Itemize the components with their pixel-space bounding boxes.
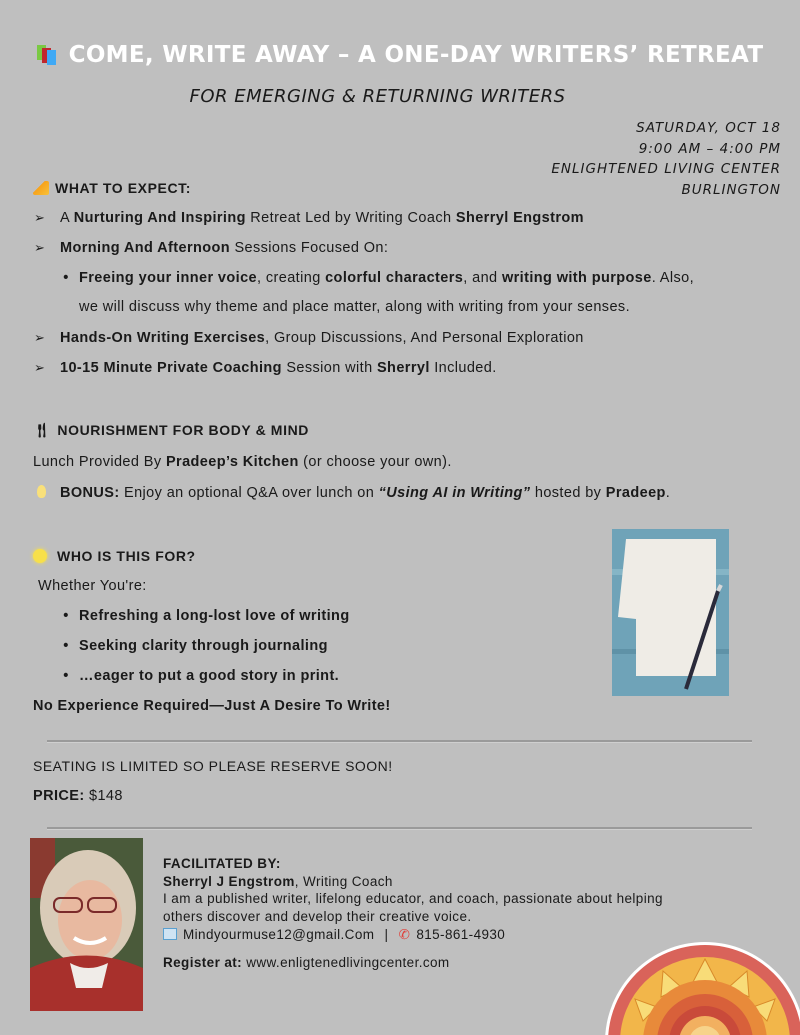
expect-heading-text: WHAT TO EXPECT: xyxy=(55,180,192,196)
event-info xyxy=(551,118,781,200)
text: hosted by xyxy=(530,485,606,501)
expect-item xyxy=(34,330,584,346)
text: , and xyxy=(463,270,502,286)
facilitator-name: Sherryl J Engstrom xyxy=(163,873,295,889)
text-bold: Sherryl Engstrom xyxy=(455,210,584,226)
price xyxy=(33,788,123,804)
text: Retreat Led by Writing Coach xyxy=(245,210,456,226)
books-icon xyxy=(37,45,57,65)
arrow-bullet-icon: ➢ xyxy=(34,360,46,375)
text: A xyxy=(60,210,74,226)
text: Enjoy an optional Q&A over lunch on xyxy=(119,485,379,501)
seating-notice: SEATING IS LIMITED SO PLEASE RESERVE SOON! xyxy=(33,758,393,774)
text-bold: Pradeep xyxy=(605,485,666,501)
text-bold: Morning And Afternoon xyxy=(60,240,231,256)
text: , creating xyxy=(257,270,326,286)
text: Included. xyxy=(429,360,497,376)
event-date: SATURDAY, OCT 18 xyxy=(636,120,781,136)
text: Session with xyxy=(281,360,377,376)
text-bold-italic: “Using AI in Writing” xyxy=(378,485,531,501)
text-bold: BONUS: xyxy=(60,485,120,501)
text: Lunch Provided By xyxy=(33,454,166,470)
page-title xyxy=(0,42,800,68)
text-bold: writing with purpose xyxy=(501,270,652,286)
register-label: Register at: xyxy=(163,954,243,970)
expect-item xyxy=(34,210,584,226)
audience-item xyxy=(53,668,339,684)
arrow-bullet-icon: ➢ xyxy=(34,210,46,225)
price-label: PRICE: xyxy=(33,788,85,804)
expect-item xyxy=(34,360,497,376)
bonus-text xyxy=(37,485,670,501)
separator: | xyxy=(384,927,389,942)
text: Sessions Focused On: xyxy=(230,240,389,256)
audience-footer: No Experience Required—Just A Desire To Write! xyxy=(33,698,391,714)
event-city: BURLINGTON xyxy=(681,181,781,198)
lightbulb-icon xyxy=(37,485,46,498)
arrow-bullet-icon: ➢ xyxy=(34,240,46,255)
text-bold: Sherryl xyxy=(376,360,430,376)
bullet-icon: • xyxy=(63,608,69,624)
price-value: $148 xyxy=(84,788,123,804)
text-bold: colorful characters xyxy=(325,270,464,286)
audience-item xyxy=(53,608,350,624)
facilitator-photo xyxy=(30,838,143,1011)
phone-number[interactable]: 815-861-4930 xyxy=(416,927,506,942)
fork-knife-icon: 🍴︎ xyxy=(33,422,52,438)
facilitator-info xyxy=(163,855,663,971)
facilitator-bio: others discover and develop their creative voice. xyxy=(163,908,472,924)
email-link[interactable]: Mindyourmuse12@gmail.Com xyxy=(183,927,375,942)
expect-item xyxy=(34,240,388,256)
sun-icon xyxy=(33,549,47,563)
text: . xyxy=(665,485,671,501)
text: (or choose your own). xyxy=(298,454,452,470)
text-bold: Seeking clarity through journaling xyxy=(79,638,328,654)
mandala-decoration xyxy=(605,937,800,1035)
text-bold: Nurturing And Inspiring xyxy=(73,210,246,226)
facilitator-label: FACILITATED BY: xyxy=(163,856,281,871)
text-bold: Freeing your inner voice xyxy=(79,270,258,286)
subtitle: FOR EMERGING & RETURNING WRITERS xyxy=(189,86,566,107)
event-venue: ENLIGHTENED LIVING CENTER xyxy=(551,161,781,177)
divider xyxy=(47,740,752,743)
text-bold: Refreshing a long-lost love of writing xyxy=(79,608,350,624)
audience-heading xyxy=(33,548,196,564)
text-bold: 10-15 Minute Private Coaching xyxy=(60,360,282,376)
expect-subitem-cont: we will discuss why theme and place matter, along with writing from your senses. xyxy=(79,299,630,315)
audience-item xyxy=(53,638,328,654)
pencil-icon xyxy=(33,181,49,195)
bullet-icon: • xyxy=(63,638,69,654)
lunch-text xyxy=(33,454,452,470)
audience-intro: Whether You're: xyxy=(38,578,147,594)
text: . Also, xyxy=(651,270,695,286)
facilitator-bio: I am a published writer, lifelong educator, and coach, passionate about helping xyxy=(163,891,663,906)
nourishment-heading xyxy=(33,422,309,439)
register-link[interactable]: www.enligtenedlivingcenter.com xyxy=(242,954,450,970)
phone-icon: ✆ xyxy=(398,927,411,942)
bullet-icon: • xyxy=(63,668,69,684)
email-icon xyxy=(163,928,177,940)
notepad-pencil-image xyxy=(612,529,729,696)
nourishment-heading-text: NOURISHMENT FOR BODY & MIND xyxy=(57,422,309,438)
divider xyxy=(47,827,752,830)
expect-subitem xyxy=(53,270,694,286)
expect-heading xyxy=(33,180,191,196)
event-time: 9:00 AM – 4:00 PM xyxy=(638,140,781,157)
title-text: COME, WRITE AWAY – A ONE-DAY WRITERS’ RETREAT xyxy=(68,42,764,68)
text-bold: Pradeep’s Kitchen xyxy=(165,454,299,470)
text-bold: …eager to put a good story in print. xyxy=(79,668,340,684)
text: , Group Discussions, And Personal Exploration xyxy=(265,330,584,346)
arrow-bullet-icon: ➢ xyxy=(34,330,46,345)
audience-heading-text: WHO IS THIS FOR? xyxy=(57,548,196,564)
facilitator-role: , Writing Coach xyxy=(294,873,393,889)
bullet-icon: • xyxy=(63,270,69,286)
text-bold: Hands-On Writing Exercises xyxy=(60,330,266,346)
